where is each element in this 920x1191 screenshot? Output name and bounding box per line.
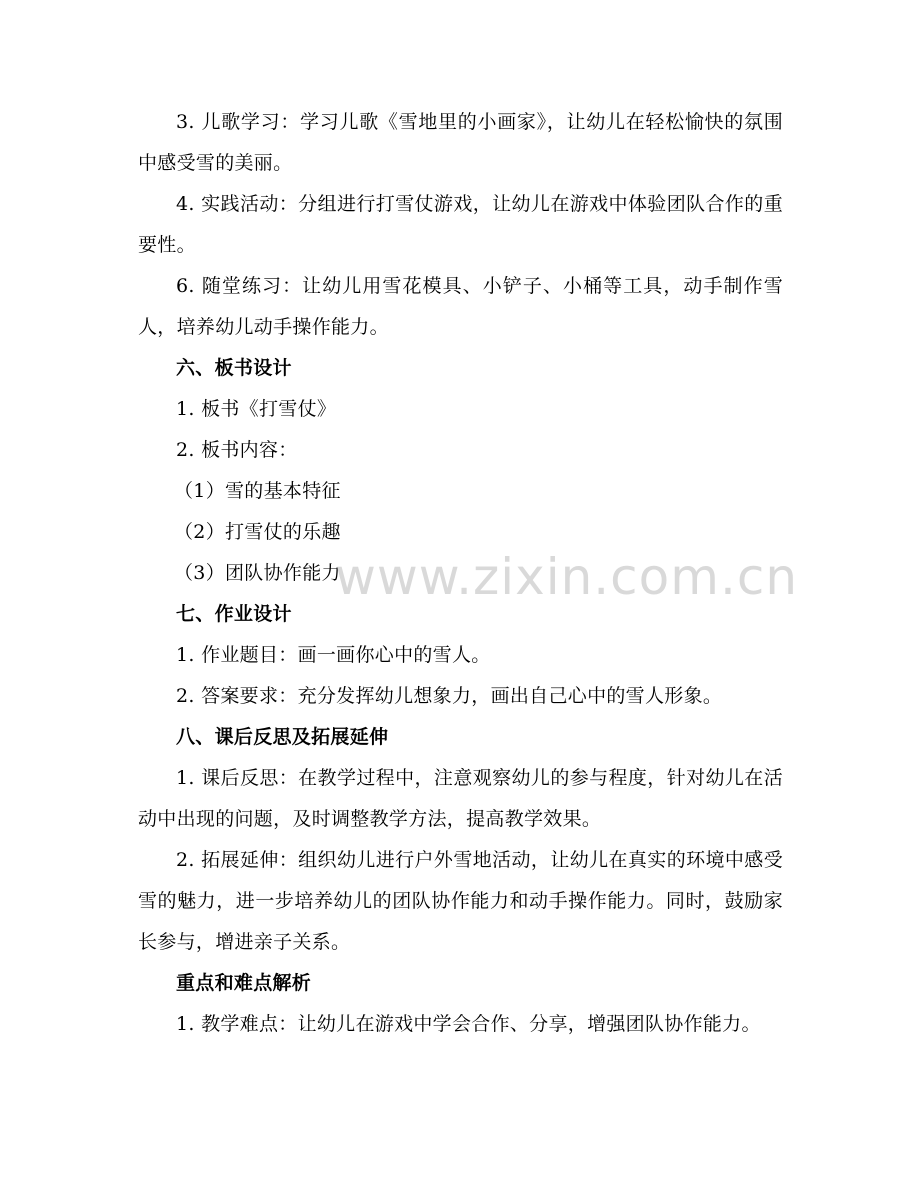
list-item-teamwork: （3）团队协作能力 [174,562,341,584]
paragraph-reflection: 1. 课后反思：在教学过程中，注意观察幼儿的参与程度，针对幼儿在活动中出现的问题，及时调整教学方法，提高教学效果。 [138,767,783,830]
paragraph-extension: 2. 拓展延伸：组织幼儿进行户外雪地活动，让幼儿在真实的环境中感受雪的魅力，进一步培养幼儿的团队协作能力和动手操作能力。同时，鼓励家长参与，增进亲子关系。 [138,849,783,953]
list-item-snow-features: （1）雪的基本特征 [174,480,341,502]
paragraph-classroom-exercise: 6. 随堂练习：让幼儿用雪花模具、小铲子、小桶等工具，动手制作雪人，培养幼儿动手操作能力。 [138,275,783,338]
paragraph-nursery-rhyme: 3. 儿歌学习：学习儿歌《雪地里的小画家》，让幼儿在轻松愉快的氛围中感受雪的美丽。 [138,111,783,174]
paragraph-blackboard-content: 2. 板书内容： [176,439,298,461]
section-heading-homework: 七、作业设计 [176,603,292,625]
paragraph-blackboard-title: 1. 板书《打雪仗》 [176,398,337,420]
paragraph-practice-activity: 4. 实践活动：分组进行打雪仗游戏，让幼儿在游戏中体验团队合作的重要性。 [138,193,783,256]
section-heading-key-points: 重点和难点解析 [176,972,312,994]
paragraph-teaching-difficulty: 1. 教学难点：让幼儿在游戏中学会合作、分享，增强团队协作能力。 [176,1013,761,1035]
section-heading-reflection: 八、课后反思及拓展延伸 [176,726,389,748]
paragraph-homework-topic: 1. 作业题目：画一画你心中的雪人。 [176,644,491,666]
paragraph-homework-answer: 2. 答案要求：充分发挥幼儿想象力，画出自己心中的雪人形象。 [176,685,723,707]
list-item-snowball-fun: （2）打雪仗的乐趣 [174,521,341,543]
section-heading-blackboard: 六、板书设计 [176,357,292,379]
watermark-text: www.zixin.com.cn [335,548,799,606]
